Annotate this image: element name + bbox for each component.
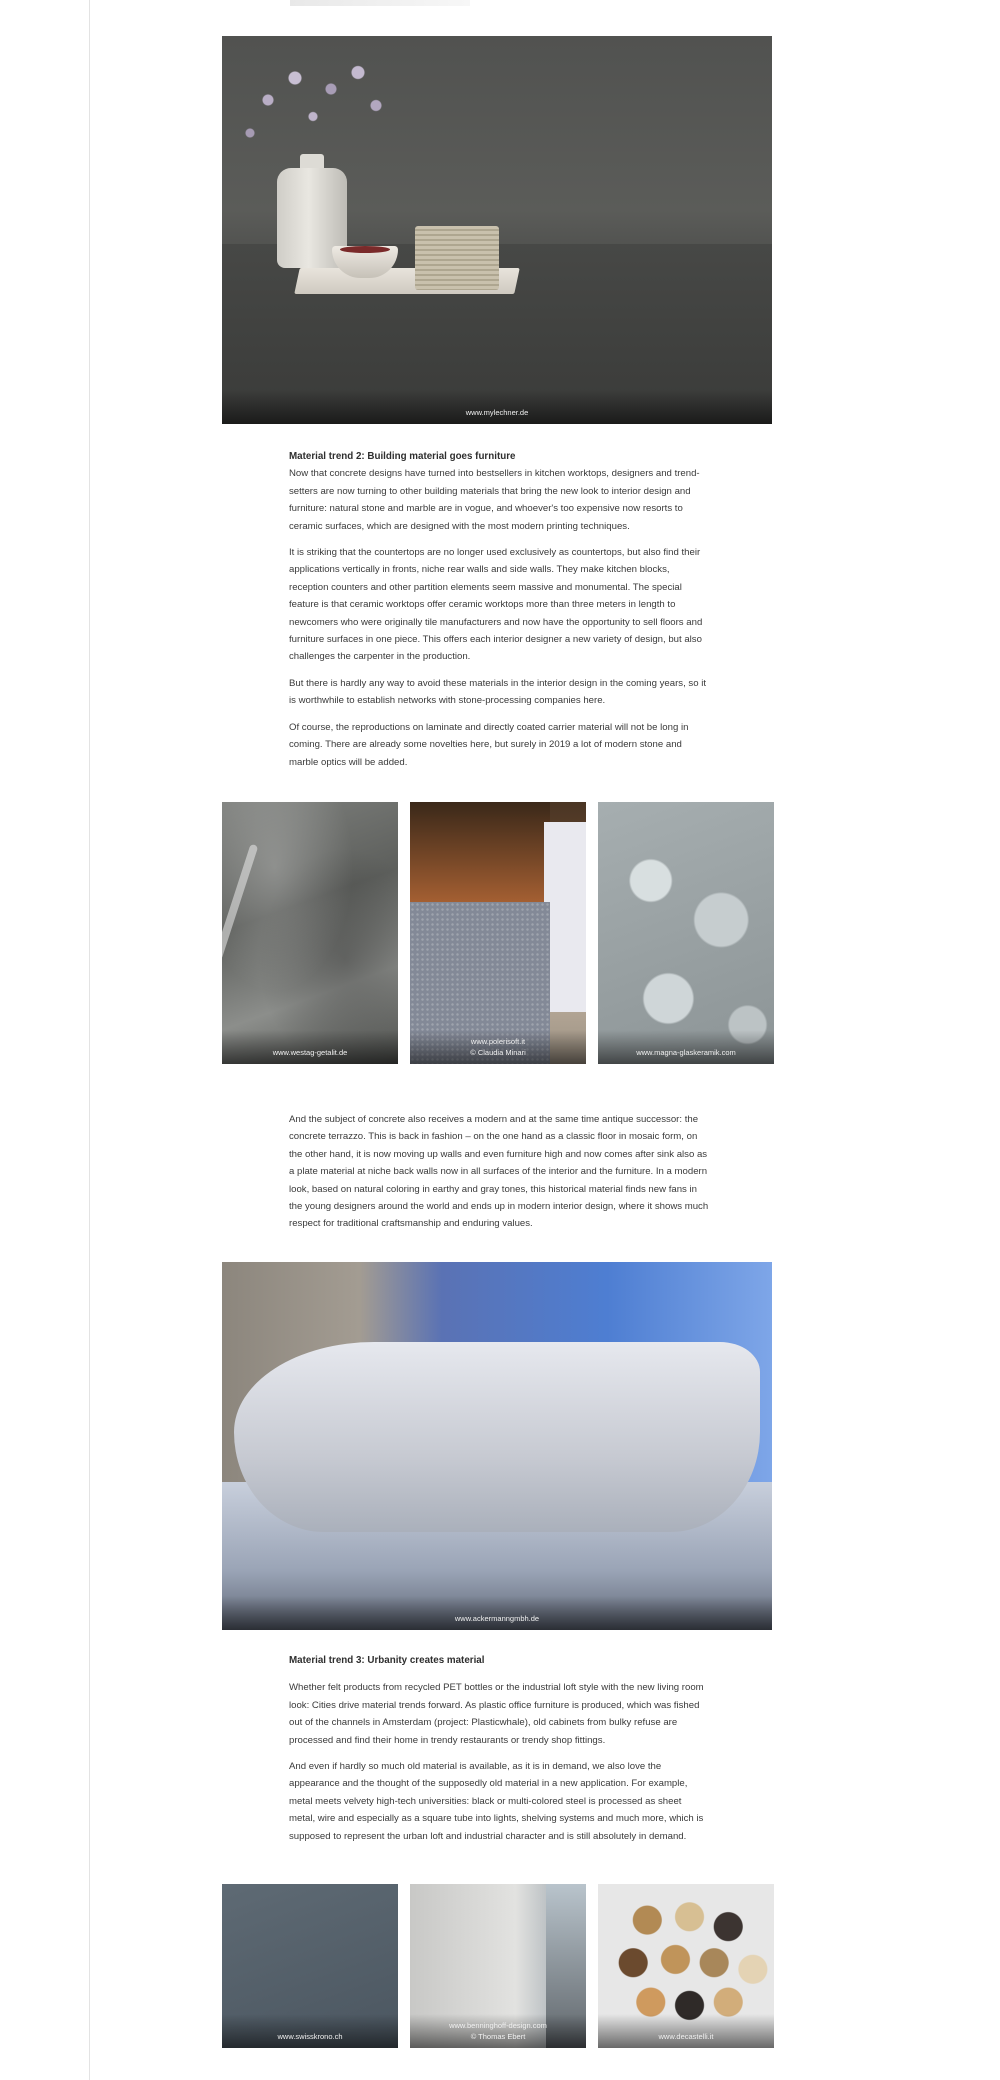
metal-discs-image xyxy=(598,1884,774,2048)
image-credit-text: www.ackermanngmbh.de xyxy=(454,1614,540,1623)
image-credit-text: www.mylechner.de xyxy=(465,408,529,417)
terrazzo-text xyxy=(289,1111,709,1242)
left-divider xyxy=(89,0,90,2080)
image-credit xyxy=(598,1030,774,1064)
image-credit xyxy=(410,2014,586,2048)
image-credit xyxy=(222,1030,398,1064)
glass-ceramic-image xyxy=(598,802,774,1064)
section-heading: Material trend 3: Urbanity creates material xyxy=(289,1655,485,1666)
paragraph: Now that concrete designs have turned into bestsellers in kitchen worktops, designers and trend-setters are now turning to other building materials that bring the new look to interior design and furniture: natural stone and marble are in vogue, and whoever's too expensive now resorts to ceramic surfaces, which are designed with the most modern printing techniques. xyxy=(289,468,700,532)
section-material-trend-2 xyxy=(289,448,709,780)
paragraph: And even if hardly so much old material is available, as it is in demand, we also love the appearance and the thought of the supposedly old material in a new application. For example, metal meets velvety high-tech universities: black or multi-colored steel is processed as sheet metal, wire and especially as a square tube into lights, shelving systems and much more, which is supposed to represent the urban loft and industrial character and is still absolutely in demand. xyxy=(289,1761,704,1842)
dried-flowers xyxy=(232,56,412,166)
paragraph: Whether felt products from recycled PET bottles or the industrial loft style with the new living room look: Cities drive material trends forward. As plastic office furniture is produced, which was fished out of the channels in Amsterdam (project: Plasticwhale), old cabinets from bulky refuse are processed and find their home in trendy restaurants or trendy shop fittings. xyxy=(289,1682,704,1746)
image-credit-text: www.benninghoff-design.com xyxy=(449,2021,547,2030)
sculpted-bench xyxy=(234,1342,760,1532)
paragraph: It is striking that the countertops are no longer used exclusively as countertops, but also find their applications vertically in fronts, niche rear walls and side walls. They make kitchen blocks, reception counters and other partition elements seem massive and monumental. The special feature is that ceramic worktops offer ceramic worktops more than three meters in length to newcomers who were originally tile manufacturers and now have the opportunity to sell floors and furniture surfaces in one piece. This offers each interior designer a new variety of design, but also challenges the carpenter in the production. xyxy=(289,547,703,663)
right-wall xyxy=(544,822,586,1012)
section-material-trend-3 xyxy=(289,1652,709,1854)
terrazzo-counter-image xyxy=(410,802,586,1064)
shelf-wall xyxy=(410,802,550,902)
image-credit-text: www.swisskrono.ch xyxy=(277,2032,343,2041)
marble-surface-image xyxy=(222,802,398,1064)
image-credit xyxy=(222,2014,398,2048)
image-credit-text: www.magna-glaskeramik.com xyxy=(636,1048,736,1057)
bowl-contents xyxy=(340,246,390,253)
paragraph: And the subject of concrete also receives a modern and at the same time antique successor: the concrete terrazzo. This is back in fashion – on the one hand as a classic floor in mosaic form, on the other hand, it is now moving up walls and even furniture high and now comes after sink also as a plate material at niche back walls now in all surfaces of the interior and the furniture. In a modern look, based on natural coloring in earthy and gray tones, this historical material finds new fans in the young designers around the world and ends up in modern interior design, where it shows much respect for traditional craftsmanship and enduring values. xyxy=(289,1114,709,1230)
image-credit xyxy=(598,2014,774,2048)
image-credit xyxy=(222,1596,772,1630)
image-credit-copyright: © Thomas Ebert xyxy=(470,2032,526,2041)
paper-stack xyxy=(415,226,499,290)
still-life-image xyxy=(222,36,772,424)
image-credit xyxy=(222,390,772,424)
paragraph: But there is hardly any way to avoid these materials in the interior design in the coming years, so it is worthwhile to establish networks with stone-processing companies here. xyxy=(289,677,707,707)
bench-image xyxy=(222,1262,772,1630)
image-credit-copyright: © Claudia Minari xyxy=(470,1048,526,1057)
section-heading: Material trend 2: Building material goes furniture xyxy=(289,451,516,462)
textured-wall-image xyxy=(410,1884,586,2048)
image-credit-text: www.polerisoft.it xyxy=(470,1037,526,1046)
previous-content-fade xyxy=(290,0,470,6)
image-credit-text: www.westag-getalit.de xyxy=(272,1048,348,1057)
paragraph: Of course, the reproductions on laminate and directly coated carrier material will not be long in coming. There are already some novelties here, but surely in 2019 a lot of modern stone and marble optics will be added. xyxy=(289,721,689,768)
image-credit-text: www.decastelli.it xyxy=(658,2032,714,2041)
image-credit xyxy=(410,1030,586,1064)
marble-vein xyxy=(222,844,258,961)
felt-surface-image xyxy=(222,1884,398,2048)
